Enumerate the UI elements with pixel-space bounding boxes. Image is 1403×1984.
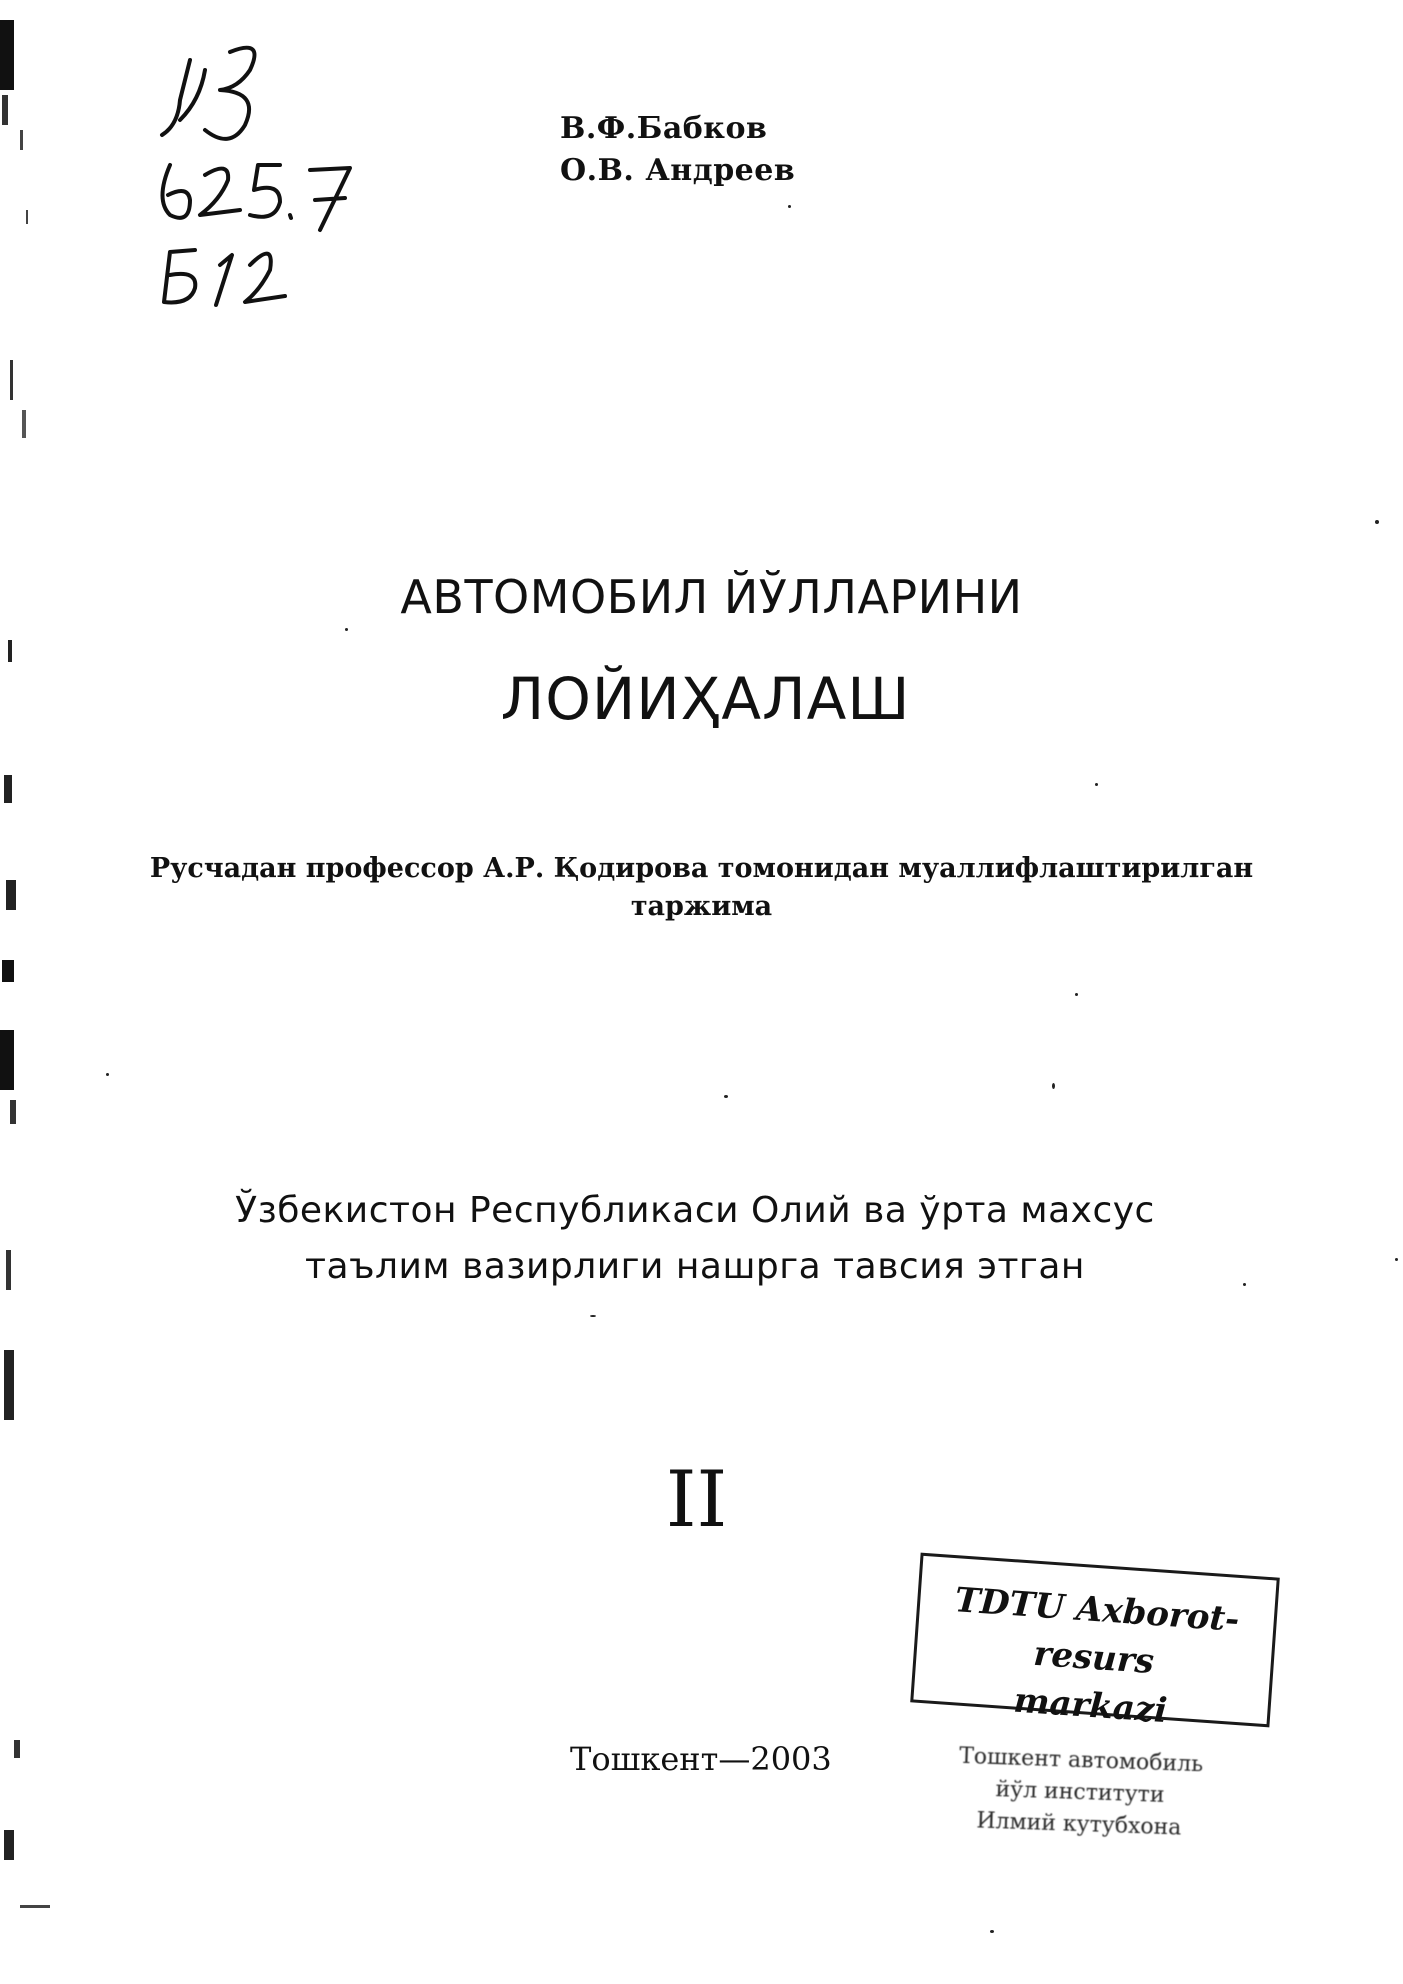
scan-speck [345, 628, 348, 631]
handwritten-call-number [150, 30, 380, 310]
authors [560, 108, 880, 192]
book-title-line-2: ЛОЙИҲАЛАШ [500, 665, 911, 733]
approval-line-2: таълим вазирлиги нашрга тавсия этган [305, 1246, 1085, 1287]
scan-speck [724, 1095, 728, 1098]
scan-speck [1095, 783, 1098, 786]
scan-speck [788, 205, 791, 208]
scan-speck [1375, 520, 1379, 524]
library-stamp-line-1: TDTU Axborot-resurs [953, 1580, 1241, 1683]
author-1: В.Ф.Бабков [560, 111, 768, 146]
scan-speck [590, 1315, 596, 1317]
author-2: О.В. Андреев [560, 153, 796, 188]
scan-speck [106, 1073, 109, 1076]
faded-stamp-line-3: Илмий кутубхона [975, 1808, 1182, 1841]
translator-note-line-1: Русчадан профессор А.Р. Қодирова томонидан муаллифлаштирилган [149, 853, 1254, 884]
city-year: Тошкент—2003 [570, 1740, 832, 1778]
translator-note [100, 850, 1303, 926]
scan-speck [990, 1930, 994, 1933]
library-stamp [910, 1553, 1280, 1732]
scan-speck [1395, 1258, 1398, 1261]
scan-speck [1243, 1283, 1246, 1286]
faded-stamp-line-2: йўл институти [995, 1777, 1165, 1808]
translator-note-line-2: таржима [630, 891, 773, 922]
library-stamp-line-2: markazi [1012, 1680, 1169, 1732]
book-title-line-1: АВТОМОБИЛ ЙЎЛЛАРИНИ [400, 570, 1023, 624]
approval-line-1: Ўзбекистон Республикаси Олий ва ўрта махсус [235, 1190, 1155, 1231]
faded-library-stamp [928, 1740, 1231, 1846]
scan-speck [1075, 993, 1078, 996]
scan-speck [1052, 1083, 1055, 1089]
volume-number: II [665, 1455, 728, 1545]
scan-edge-artifacts [0, 0, 70, 1984]
faded-stamp-line-1: Тошкент автомобиль [958, 1743, 1204, 1778]
ministry-approval [120, 1183, 1270, 1295]
